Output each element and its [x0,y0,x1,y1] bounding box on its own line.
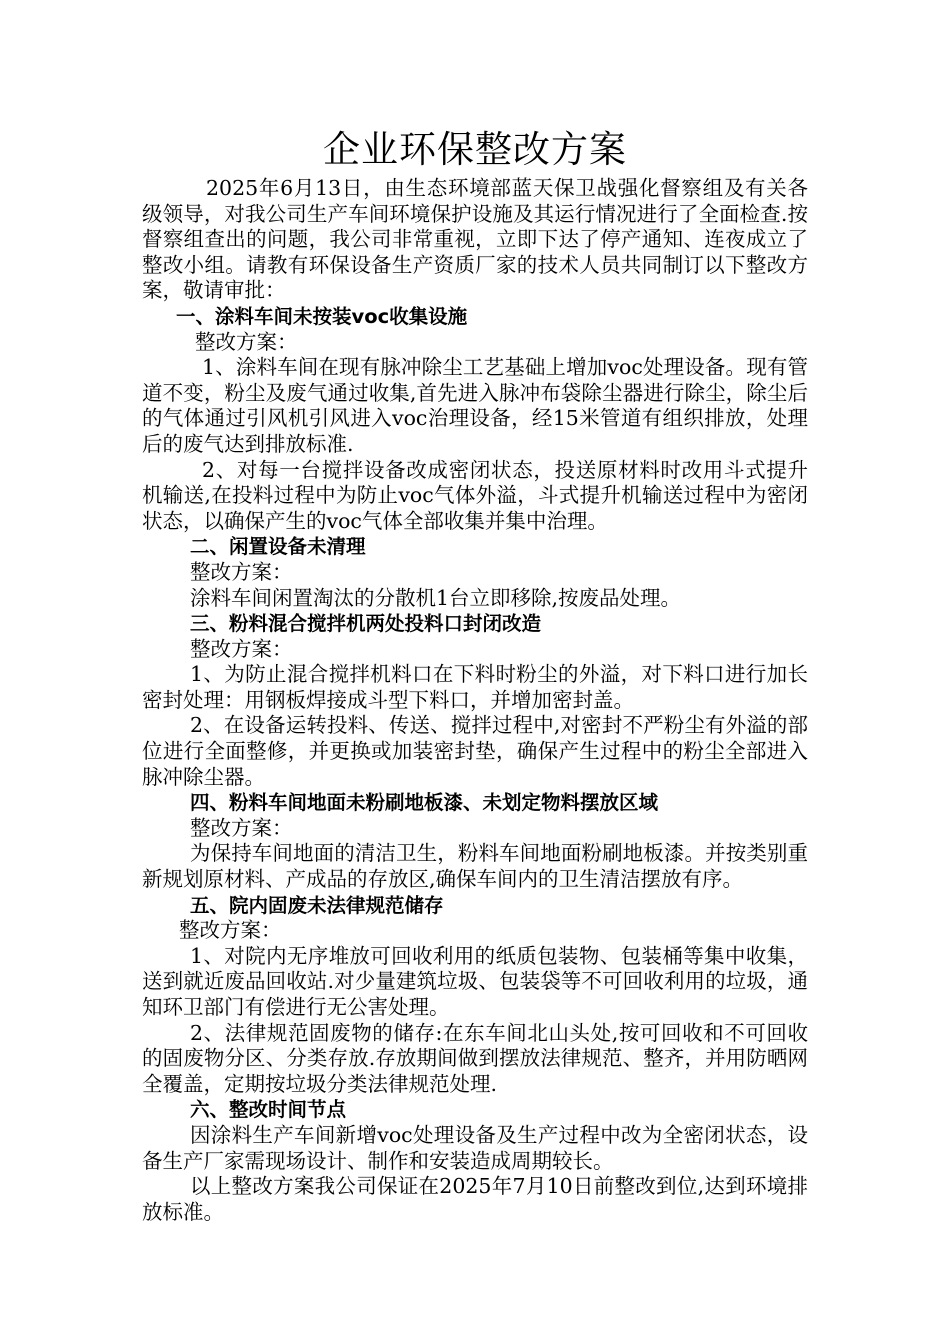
section-5-item-2: 2、法律规范固废物的储存:在东车间北山头处,按可回收和不可回收的固废物分区、分类存放.存放期间做到摆放法律规范、整齐，并用防晒网全覆盖，定期按垃圾分类法律规范处理. [142,1020,808,1096]
section-1-item-2: 2、对每一台搅拌设备改成密闭状态，投送原材料时改用斗式提升机输送,在投料过程中为防止voc气体外溢，斗式提升机输送过程中为密闭状态，以确保产生的voc气体全部收集并集中治理。 [142,457,808,533]
section-3-label: 整改方案： [190,636,293,661]
intro-paragraph: 2025年6月13日，由生态环境部蓝天保卫战强化督察组及有关各级领导，对我公司生产车间环境保护设施及其运行情况进行了全面检查.按督察组查出的问题，我公司非常重视，立即下达了停产通知、连夜成立了整改小组。请教有环保设备生产资质厂家的技术人员共同制订以下整改方案，敬请审批： [142,176,808,303]
closing-paragraph: 以上整改方案我公司保证在2025年7月10日前整改到位,达到环境排放标准。 [142,1174,808,1224]
section-2-label: 整改方案： [190,559,293,584]
section-4-item-1: 为保持车间地面的清洁卫生，粉料车间地面粉刷地板漆。并按类别重新规划原材料、产成品的存放区,确保车间内的卫生清洁摆放有序。 [142,841,808,892]
section-3-heading: 三、粉料混合搅拌机两处投料口封闭改造 [190,612,542,636]
section-5-label: 整改方案： [179,918,282,943]
section-4-label: 整改方案： [190,815,293,840]
section-2-heading: 二、闲置设备未清理 [190,535,366,559]
section-6-paragraph-1: 因涂料生产车间新增voc处理设备及生产过程中改为全密闭状态，设备生产厂家需现场设计、制作和安装造成周期较长。 [142,1122,808,1173]
section-6-heading: 六、整改时间节点 [190,1098,347,1122]
section-3-item-2: 2、在设备运转投料、传送、搅拌过程中,对密封不严粉尘有外溢的部位进行全面整修，并更换或加装密封垫，确保产生过程中的粉尘全部进入脉冲除尘器。 [142,713,808,789]
section-4-heading: 四、粉料车间地面未粉刷地板漆、未划定物料摆放区域 [190,791,659,815]
section-5-item-1: 1、对院内无序堆放可回收利用的纸质包装物、包装桶等集中收集，送到就近废品回收站.对少量建筑垃圾、包装袋等不可回收利用的垃圾，通知环卫部门有偿进行无公害处理。 [142,943,808,1019]
section-1-label: 整改方案： [195,329,298,354]
document-body [142,128,808,1225]
section-2-item-1: 涂料车间闲置淘汰的分散机1台立即移除,按废品处理。 [190,585,682,610]
section-3-item-1: 1、为防止混合搅拌机料口在下料时粉尘的外溢，对下料口进行加长密封处理：用钢板焊接成斗型下料口，并增加密封盖。 [142,662,808,712]
document-title: 企业环保整改方案 [323,128,627,171]
section-5-heading: 五、院内固废未法律规范储存 [190,893,444,917]
section-1-item-1: 1、涂料车间在现有脉冲除尘工艺基础上增加voc处理设备。现有管道不变，粉尘及废气通过收集,首先进入脉冲布袋除尘器进行除尘，除尘后的气体通过引风机引风进入voc治理设备，经15米管道有组织排放，处理后的废气达到排放标准. [142,355,808,456]
section-1-heading: 一、涂料车间未按装voc收集设施 [176,304,468,328]
